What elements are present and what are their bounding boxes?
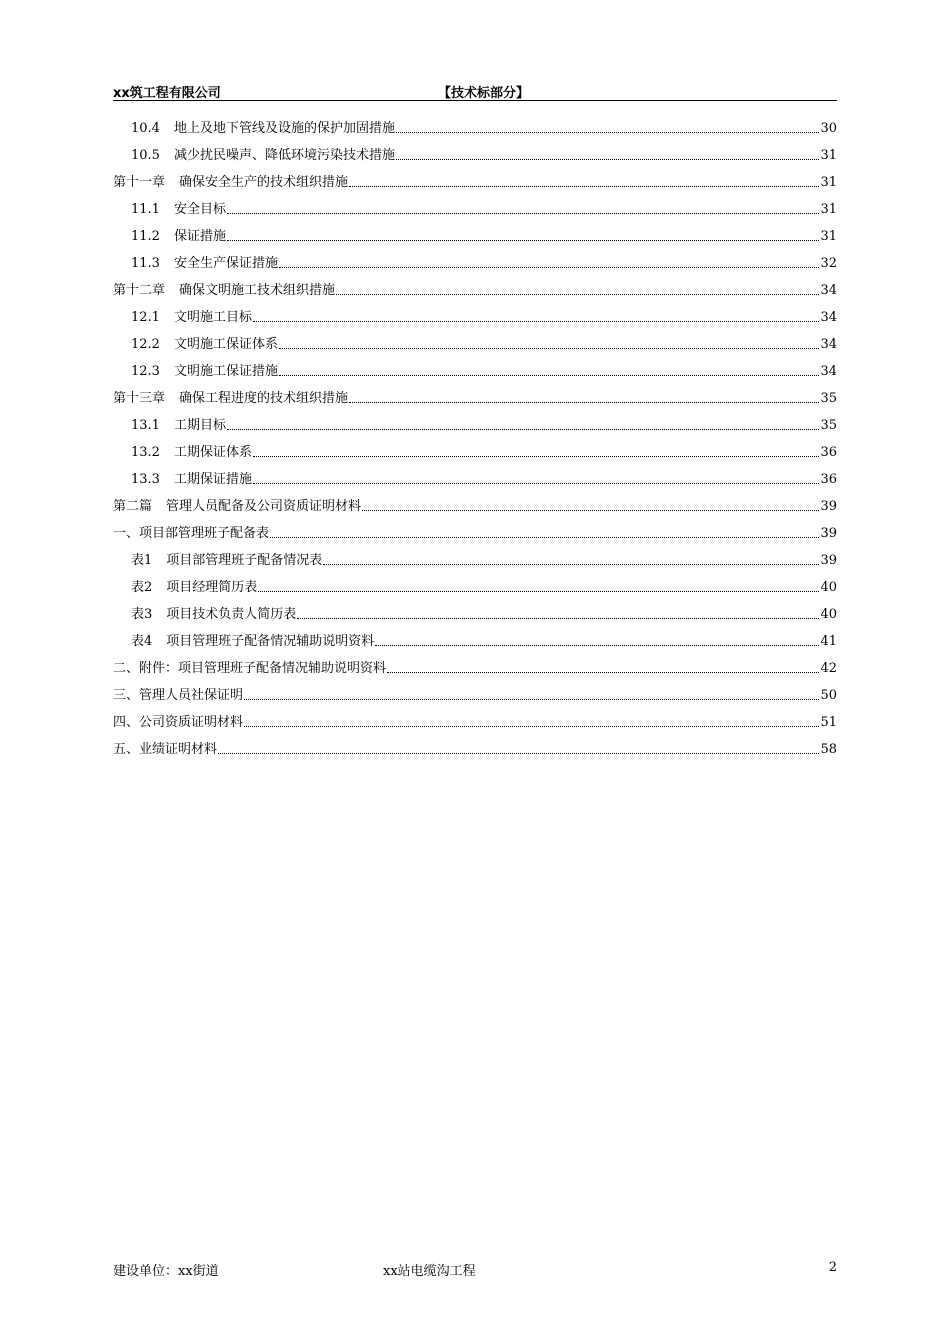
toc-entry[interactable] xyxy=(113,218,837,245)
toc-dot-leader xyxy=(375,645,819,646)
toc-entry[interactable] xyxy=(113,488,837,515)
toc-entry-number: 10.5 xyxy=(131,148,160,163)
toc-dot-leader xyxy=(279,267,819,268)
toc-entry[interactable] xyxy=(113,542,837,569)
toc-entry-page: 34 xyxy=(820,337,837,352)
toc-entry[interactable] xyxy=(113,677,837,704)
toc-dot-leader xyxy=(258,591,819,592)
toc-entry-title: 四、公司资质证明材料 xyxy=(113,715,244,730)
toc-entry-number: 13.3 xyxy=(131,472,160,487)
toc-entry-title: 文明施工保证体系 xyxy=(173,337,278,352)
toc-entry[interactable] xyxy=(113,380,837,407)
toc-dot-leader xyxy=(279,375,819,376)
toc-dot-leader xyxy=(387,672,819,673)
toc-entry-title: 减少扰民噪声、降低环境污染技术措施 xyxy=(173,148,395,163)
toc-entry-number: 第十一章 xyxy=(113,175,166,190)
toc-entry-number: 12.1 xyxy=(131,310,160,325)
toc-entry-number: 第二篇 xyxy=(113,499,153,514)
toc-dot-leader xyxy=(244,726,819,727)
toc-entry[interactable] xyxy=(113,704,837,731)
toc-entry-title: 保证措施 xyxy=(173,229,226,244)
toc-entry-title: 确保文明施工技术组织措施 xyxy=(179,283,336,298)
toc-entry-title: 一、项目部管理班子配备表 xyxy=(113,526,270,541)
toc-dot-leader xyxy=(396,132,819,133)
toc-entry-title: 文明施工目标 xyxy=(173,310,252,325)
toc-entry[interactable] xyxy=(113,353,837,380)
toc-entry[interactable] xyxy=(113,731,837,758)
toc-entry-number: 第十三章 xyxy=(113,391,166,406)
toc-dot-leader xyxy=(227,429,819,430)
toc-entry[interactable] xyxy=(113,245,837,272)
toc-entry-page: 30 xyxy=(820,121,837,136)
toc-entry-page: 31 xyxy=(820,148,837,163)
toc-entry[interactable] xyxy=(113,164,837,191)
table-of-contents xyxy=(113,110,837,758)
toc-entry-number: 13.1 xyxy=(131,418,160,433)
toc-dot-leader xyxy=(279,348,819,349)
toc-entry-page: 35 xyxy=(820,418,837,433)
toc-entry-title: 工期保证体系 xyxy=(173,445,252,460)
toc-entry[interactable] xyxy=(113,272,837,299)
toc-entry-page: 50 xyxy=(820,688,837,703)
toc-entry-page: 39 xyxy=(820,499,837,514)
toc-entry-number: 表3 xyxy=(131,607,153,622)
toc-entry-title: 项目管理班子配备情况辅助说明资料 xyxy=(166,634,375,649)
toc-dot-leader xyxy=(336,294,819,295)
toc-entry[interactable] xyxy=(113,434,837,461)
toc-entry-title: 三、管理人员社保证明 xyxy=(113,688,244,703)
toc-dot-leader xyxy=(297,618,819,619)
toc-entry-title: 安全目标 xyxy=(173,202,226,217)
construction-unit: 建设单位：xx街道 xyxy=(113,1264,219,1279)
toc-entry-title: 管理人员配备及公司资质证明材料 xyxy=(166,499,362,514)
toc-entry-title: 项目经理简历表 xyxy=(166,580,258,595)
toc-dot-leader xyxy=(349,186,819,187)
toc-entry-page: 42 xyxy=(820,661,837,676)
toc-entry-title: 工期保证措施 xyxy=(173,472,252,487)
toc-entry-number: 表1 xyxy=(131,553,153,568)
toc-entry-page: 40 xyxy=(820,607,837,622)
toc-entry-number: 11.2 xyxy=(131,229,160,244)
toc-entry-title: 五、业绩证明材料 xyxy=(113,742,218,757)
toc-dot-leader xyxy=(253,456,819,457)
toc-entry[interactable] xyxy=(113,299,837,326)
toc-entry[interactable] xyxy=(113,137,837,164)
page-header xyxy=(113,80,837,101)
company-name: xx筑工程有限公司 xyxy=(113,86,221,101)
toc-dot-leader xyxy=(362,510,819,511)
toc-entry[interactable] xyxy=(113,569,837,596)
toc-dot-leader xyxy=(253,483,819,484)
toc-dot-leader xyxy=(253,321,819,322)
toc-entry-title: 地上及地下管线及设施的保护加固措施 xyxy=(173,121,395,136)
toc-entry-title: 确保安全生产的技术组织措施 xyxy=(179,175,349,190)
toc-entry-number: 11.3 xyxy=(131,256,160,271)
toc-entry-title: 项目技术负责人简历表 xyxy=(166,607,297,622)
toc-entry-page: 35 xyxy=(820,391,837,406)
toc-entry[interactable] xyxy=(113,461,837,488)
toc-entry-title: 安全生产保证措施 xyxy=(173,256,278,271)
toc-entry-number: 第十二章 xyxy=(113,283,166,298)
toc-entry-page: 58 xyxy=(820,742,837,757)
toc-dot-leader xyxy=(244,699,819,700)
toc-entry[interactable] xyxy=(113,407,837,434)
toc-entry-title: 文明施工保证措施 xyxy=(173,364,278,379)
toc-entry[interactable] xyxy=(113,596,837,623)
toc-entry-page: 36 xyxy=(820,472,837,487)
page-footer xyxy=(113,1260,837,1280)
toc-entry-page: 31 xyxy=(820,175,837,190)
toc-dot-leader xyxy=(323,564,819,565)
toc-entry-number: 表4 xyxy=(131,634,153,649)
toc-entry-title: 项目部管理班子配备情况表 xyxy=(166,553,323,568)
toc-entry[interactable] xyxy=(113,191,837,218)
toc-entry-number: 13.2 xyxy=(131,445,160,460)
toc-entry-number: 10.4 xyxy=(131,121,160,136)
section-title: 【技术标部分】 xyxy=(438,86,530,101)
toc-entry-page: 34 xyxy=(820,364,837,379)
toc-entry-number: 12.2 xyxy=(131,337,160,352)
toc-entry-page: 34 xyxy=(820,283,837,298)
toc-dot-leader xyxy=(227,213,819,214)
toc-entry[interactable] xyxy=(113,110,837,137)
toc-entry-page: 51 xyxy=(820,715,837,730)
toc-dot-leader xyxy=(218,753,819,754)
toc-dot-leader xyxy=(396,159,819,160)
toc-dot-leader xyxy=(349,402,819,403)
toc-entry-number: 12.3 xyxy=(131,364,160,379)
toc-dot-leader xyxy=(270,537,819,538)
toc-entry-page: 39 xyxy=(820,553,837,568)
toc-entry-title: 二、附件：项目管理班子配备情况辅助说明资料 xyxy=(113,661,387,676)
toc-entry-number: 11.1 xyxy=(131,202,160,217)
toc-entry-page: 36 xyxy=(820,445,837,460)
project-name: xx站电缆沟工程 xyxy=(383,1264,476,1279)
toc-entry-page: 41 xyxy=(820,634,837,649)
toc-entry-page: 32 xyxy=(820,256,837,271)
toc-entry-page: 34 xyxy=(820,310,837,325)
toc-entry-page: 31 xyxy=(820,202,837,217)
toc-entry-title: 确保工程进度的技术组织措施 xyxy=(179,391,349,406)
toc-entry-number: 表2 xyxy=(131,580,153,595)
toc-entry-title: 工期目标 xyxy=(173,418,226,433)
toc-entry-page: 31 xyxy=(820,229,837,244)
toc-dot-leader xyxy=(227,240,819,241)
toc-entry[interactable] xyxy=(113,515,837,542)
page-number: 2 xyxy=(828,1260,837,1275)
toc-entry[interactable] xyxy=(113,623,837,650)
toc-entry-page: 39 xyxy=(820,526,837,541)
toc-entry[interactable] xyxy=(113,650,837,677)
toc-entry-page: 40 xyxy=(820,580,837,595)
toc-entry[interactable] xyxy=(113,326,837,353)
